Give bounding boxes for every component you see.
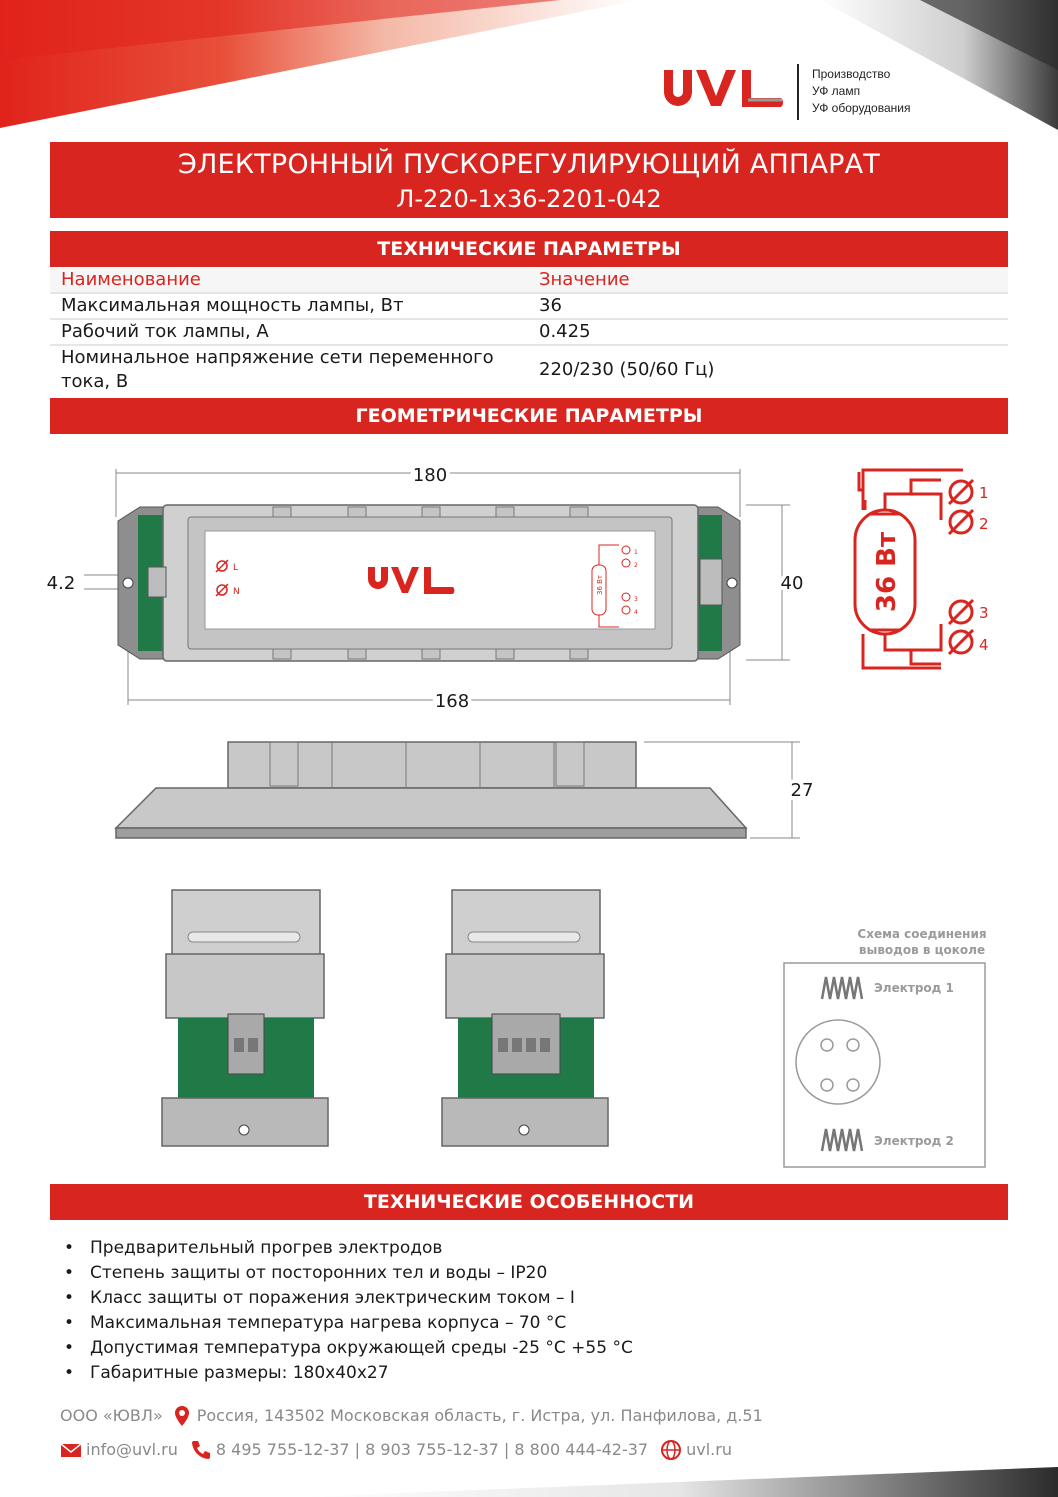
table-row bbox=[50, 294, 1008, 320]
param-value: 0.425 bbox=[539, 321, 591, 342]
list-item: • Габаритные размеры: 180х40х27 bbox=[60, 1361, 633, 1386]
dim-length: 180 bbox=[412, 465, 448, 486]
schematic-pin-2: 2 bbox=[979, 515, 989, 533]
param-value: 220/230 (50/60 Гц) bbox=[539, 359, 715, 380]
section-features: ТЕХНИЧЕСКИЕ ОСОБЕННОСТИ bbox=[50, 1184, 1008, 1220]
logo-divider bbox=[797, 64, 799, 120]
schematic-pin-3: 3 bbox=[979, 604, 989, 622]
section-tech-params: ТЕХНИЧЕСКИЕ ПАРАМЕТРЫ bbox=[50, 231, 1008, 267]
tagline-line-1: Производство bbox=[812, 67, 891, 81]
base-diagram-title-2: выводов в цоколе bbox=[858, 943, 986, 957]
params-header-row bbox=[50, 268, 1008, 294]
dim-width: 40 bbox=[780, 573, 804, 594]
contact-email[interactable]: info@uvl.ru bbox=[86, 1440, 178, 1459]
schematic-power: 36 Вт bbox=[872, 531, 902, 613]
list-item: • Класс защиты от поражения электрическим током – I bbox=[60, 1286, 633, 1311]
params-table bbox=[50, 268, 1008, 394]
dim-hole: 4.2 bbox=[46, 573, 76, 594]
list-item: • Допустимая температура окружающей среды -25 °С +55 °С bbox=[60, 1336, 633, 1361]
list-item: • Предварительный прогрев электродов bbox=[60, 1236, 633, 1261]
product-title: ЭЛЕКТРОННЫЙ ПУСКОРЕГУЛИРУЮЩИЙ АППАРАТ bbox=[178, 149, 880, 180]
list-item: • Максимальная температура нагрева корпуса – 70 °С bbox=[60, 1311, 633, 1336]
electrode-1-label: Электрод 1 bbox=[874, 981, 954, 995]
section-geometry: ГЕОМЕТРИЧЕСКИЕ ПАРАМЕТРЫ bbox=[50, 398, 1008, 434]
footer-background bbox=[0, 1457, 1058, 1497]
brand-tagline bbox=[812, 66, 910, 117]
dim-inner-length: 168 bbox=[434, 691, 470, 712]
title-banner bbox=[50, 142, 1008, 218]
param-name: Рабочий ток лампы, А bbox=[61, 321, 269, 342]
base-connection-diagram bbox=[780, 925, 995, 1170]
board-pin-3: 3 bbox=[634, 596, 638, 603]
list-item: • Степень защиты от посторонних тел и воды – IP20 bbox=[60, 1261, 633, 1286]
top-view-drawing bbox=[40, 455, 820, 720]
schematic-pin-4: 4 bbox=[979, 636, 989, 654]
board-label-l: L bbox=[233, 563, 239, 573]
board-pin-2: 2 bbox=[634, 562, 638, 569]
board-pin-1: 1 bbox=[634, 549, 638, 556]
product-model: Л-220-1х36-2201-042 bbox=[396, 185, 662, 213]
company-name: ООО «ЮВЛ» bbox=[60, 1406, 163, 1425]
table-row bbox=[50, 346, 1008, 394]
contact-phones[interactable]: 8 495 755-12-37 | 8 903 755-12-37 | 8 800 444-42-37 bbox=[215, 1440, 649, 1459]
end-view-right bbox=[440, 888, 610, 1148]
footer-address bbox=[60, 1403, 763, 1429]
dim-height: 27 bbox=[790, 780, 814, 801]
board-label-n: N bbox=[233, 587, 240, 597]
tagline-line-2: УФ ламп bbox=[812, 84, 861, 98]
board-label-power: 36 Вт bbox=[596, 574, 604, 595]
param-value: 36 bbox=[539, 295, 562, 316]
param-name: Номинальное напряжение сети переменного тока, В bbox=[61, 347, 494, 392]
schematic-pin-1: 1 bbox=[979, 484, 989, 502]
contact-website[interactable]: uvl.ru bbox=[686, 1440, 732, 1459]
base-diagram-title-1: Схема соединения bbox=[857, 927, 987, 941]
wiring-schematic bbox=[845, 462, 995, 674]
electrode-2-label: Электрод 2 bbox=[874, 1134, 954, 1148]
tagline-line-3: УФ оборудования bbox=[812, 101, 911, 115]
location-pin-icon bbox=[171, 1405, 193, 1427]
features-list bbox=[60, 1236, 633, 1386]
table-row bbox=[50, 320, 1008, 346]
company-address: Россия, 143502 Московская область, г. Истра, ул. Панфилова, д.51 bbox=[196, 1406, 763, 1425]
param-name: Максимальная мощность лампы, Вт bbox=[61, 295, 404, 316]
params-header-name: Наименование bbox=[61, 269, 201, 290]
board-pin-4: 4 bbox=[634, 609, 638, 616]
uvl-logo bbox=[660, 62, 790, 114]
end-view-left bbox=[160, 888, 330, 1148]
params-header-value: Значение bbox=[539, 269, 630, 290]
side-view-drawing bbox=[110, 738, 830, 843]
